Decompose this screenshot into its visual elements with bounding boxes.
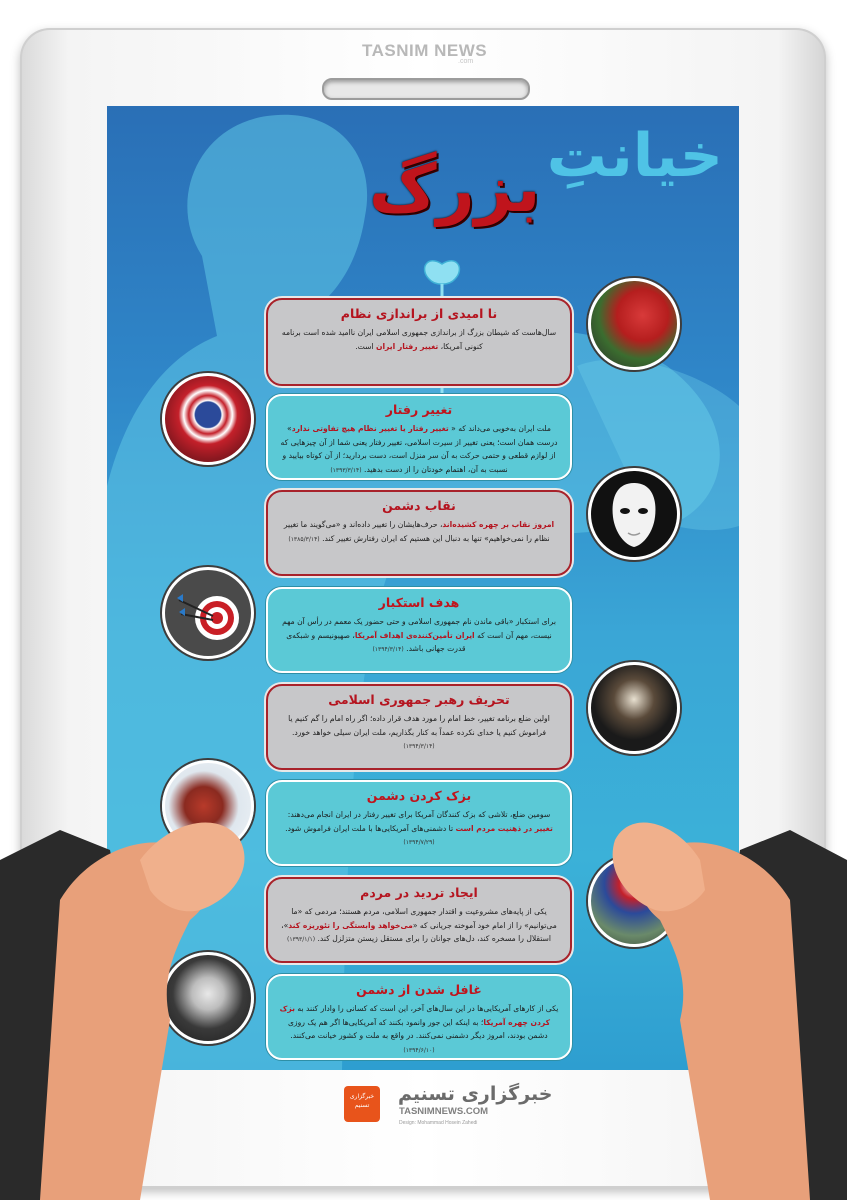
card-behavior-change: [266, 394, 572, 480]
card-body: اولین ضلع برنامه تغییر، خط امام را مورد هدف قرار داده؛ اگر راه امام را گم کنیم یا فراموش کنیم یا خدای نکرده عمداً به کنار بگذاریم، ملت ایران سیلی خواهد خورد. (۱۳۹۴/۳/۱۴): [288, 714, 550, 750]
card-title: غافل شدن از دشمن: [356, 982, 482, 997]
card-body: یکی از کارهای آمریکایی‌ها در این سال‌های آخر، این است که کسانی را وادار کنند به بزک کردن چهره آمریکا؛ به اینکه این جور وانمود بکنند که آمریکایی‌ها اگر هم یک روزی دشمن بودند، امروز دیگر دشمنی نمی‌کنند. در واقع به ملت و کشور خیانت می‌کنند. (۱۳۹۴/۶/۱۰): [279, 1004, 559, 1054]
brand-watermark: TASNIM NEWS: [362, 41, 488, 60]
card-title: هدف استکبار: [378, 595, 460, 610]
flag-globe-hands-icon: [162, 373, 254, 465]
card-enemy-mask: [266, 490, 572, 576]
clipboard-clip: [322, 78, 530, 100]
card-title: تغییر رفتار: [385, 402, 453, 417]
dissolving-head-icon: [162, 760, 254, 852]
card-regime-change-hopelessness: [266, 298, 572, 386]
card-body: سال‌هاست که شیطان بزرگ از براندازی جمهوری اسلامی ایران ناامید شده است برنامه کنونی آمریکا، تغییر رفتار ایران است.: [281, 328, 557, 351]
card-arrogance-goal: [266, 587, 572, 673]
card-body: امروز نقاب بر چهره کشیده‌اند، حرف‌هایشان را تغییر داده‌اند و «می‌گویند ما تغییر نظام را نمی‌خواهیم» تنها به دنبال این هستیم که ایران رفتارش تغییر کند. (۱۳۸۵/۳/۱۴): [283, 520, 555, 543]
poster-title-accent: بزرگ: [369, 150, 541, 227]
poster-title: خیانتِ: [546, 121, 723, 191]
card-enemy-makeup: [266, 780, 572, 866]
card-body: سومین ضلع، تلاشی که بزک کنندگان آمریکا برای تغییر رفتار در ایران انجام می‌دهند: تغییر در ذهنیت مردم است تا دشمنی‌های آمریکایی‌ها با ملت ایران فراموش شود. (۱۳۹۴/۷/۲۹): [285, 810, 553, 846]
card-leader-distortion: [266, 684, 572, 770]
tasnim-logo-english: TASNIMNEWS.COM: [399, 1106, 489, 1117]
tasnim-logo-badge: خبرگزاری تسنیم: [344, 1086, 380, 1122]
brand-watermark-domain: .com: [458, 58, 474, 65]
white-mask-icon: [588, 468, 680, 560]
skull-mask-man-icon: [162, 952, 254, 1044]
card-enemy-neglect: [266, 974, 572, 1060]
protest-flag-photo-icon: [588, 278, 680, 370]
card-title: تحریف رهبر جمهوری اسلامی: [328, 692, 510, 707]
card-body: برای استکبار «باقی ماندن نام جمهوری اسلامی و حتی حضور یک معمم در رأس آن مهم نیست، مهم آن است که ایران تأمین‌کننده‌ی اهداف آمریکا، صهیونیسم و شبکه‌ی قدرت جهانی باشد. (۱۳۹۴/۳/۱۴): [282, 617, 556, 653]
card-title: بزک کردن دشمن: [366, 788, 472, 803]
card-doubt-creation: [266, 877, 572, 963]
tasnim-logo-persian: خبرگزاری تسنیم: [398, 1083, 553, 1105]
leader-portrait-icon: [588, 662, 680, 754]
card-title: نا امیدی از براندازی نظام: [340, 306, 498, 321]
dart-target-icon: [162, 567, 254, 659]
design-credit: Design: Mohammad Hosein Zahedi: [399, 1120, 478, 1126]
card-body: یکی از پایه‌های مشروعیت و اقتدار جمهوری اسلامی، مردم هستند؛ مردمی که «ما می‌توانیم» را از امام خود آموخته جریانی که «می‌خواهد وابستگی را تئوریزه کند»، استقلال را مسخره کند، دل‌های جوانان را برای مستقل زیستن متزلزل کند. (۱۳۹۳/۱/۱): [281, 907, 557, 943]
card-title: نقاب دشمن: [382, 498, 456, 513]
card-body: ملت ایران به‌خوبی می‌داند که « تغییر رفتار یا تغییر نظام هیچ تفاوتی ندارد» درست همان است؛ یعنی تغییر از سیرت اسلامی، تغییر رفتار یعنی شما از آن چیزهایی که از لوازم قطعی و حتمی حرکت به آن سر منزل است، دست بردارید؛ از آن کوتاه بیایید و نسبت به آن، اهتمام خودتان را از دست بدهید. (۱۳۹۳/۳/۱۴): [280, 424, 558, 474]
uncle-sam-hat-money-icon: [588, 855, 680, 947]
card-title: ایجاد تردید در مردم: [360, 885, 478, 900]
